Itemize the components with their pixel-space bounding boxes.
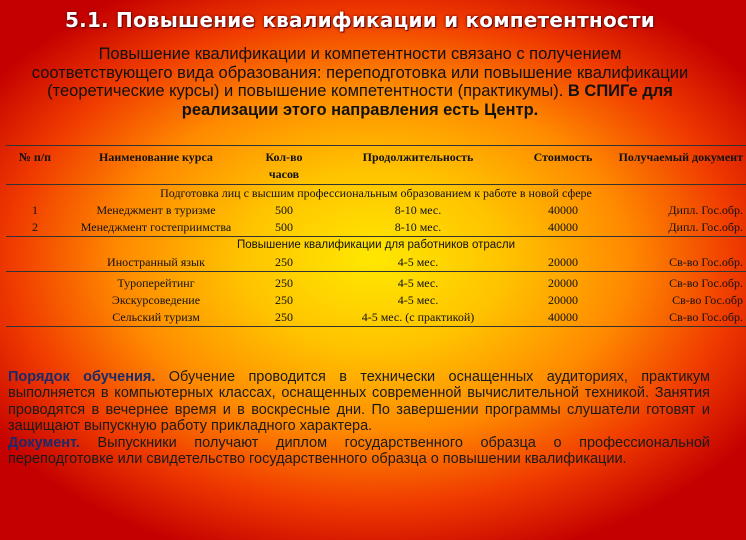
cell-hours: 250 [275,293,293,307]
order-text: Обучение проводится в технически оснащенных аудиториях, практикум выполняется в компьютерных классах, оснащенных современной вычислительной техникой. Занятия проводятся в вечернее время и в воскресные дни. По завершении программы слушатели готовят и защищают выпускную работу прикладного характера. [8,369,710,435]
cell-name: Менеджмент в туризме [96,203,216,217]
document-text: Выпускники получают диплом государственного образца о профессиональной переподготовке или свидетельство государственного образца о повышении квалификации. [8,434,710,468]
table-row [6,202,746,219]
cell-doc: Дипл. Гос.обр. [668,220,743,234]
table-header-row [6,146,746,185]
header-duration: Продолжительность [320,146,516,185]
table-row [6,219,746,237]
bottom-text [8,369,710,467]
cell-duration: 8-10 мес. [394,220,442,234]
section-title: Подготовка лиц с высшим профессиональным образованием к работе в новой сфере [160,186,592,200]
cell-cost: 40000 [516,309,610,327]
cell-cost: 40000 [548,220,578,234]
header-cost: Стоимость [516,146,610,185]
cell-name: Менеджмент гостеприимства [80,220,232,234]
cell-cost: 20000 [548,276,578,290]
cell-hours: 250 [248,254,320,272]
cell-cost: 20000 [548,293,578,307]
table-row [6,272,746,293]
intro-paragraph [30,45,690,119]
table-row [6,292,746,309]
cell-name: Экскурсоведение [111,293,201,307]
table-row [6,254,746,272]
cell-num [6,292,64,309]
document-label: Документ. [8,434,80,451]
cell-num [6,254,64,272]
header-name: Наименование курса [64,146,248,185]
document-paragraph [8,435,710,468]
cell-num: 2 [32,220,38,234]
section-row [6,185,746,203]
cell-name: Сельский туризм [64,309,248,327]
cell-duration: 4-5 мес. [397,276,439,290]
cell-duration: 4-5 мес. [320,254,516,272]
header-hours: Кол-во часов [248,146,320,185]
courses-table-wrap [6,145,743,327]
cell-num [6,309,64,327]
cell-doc: Св-во Гос.обр. [610,309,746,327]
cell-duration: 8-10 мес. [394,203,442,217]
section-title: Повышение квалификации для работников отрасли [6,237,746,255]
cell-hours: 500 [275,220,293,234]
order-label: Порядок обучения. [8,369,156,385]
cell-duration: 4-5 мес. [397,293,439,307]
cell-cost: 20000 [516,254,610,272]
intro-text: Повышение квалификации и компетентности связано с получением соответствующего вида образования: переподготовка или повышение квалификации (теоретические курсы) и повышение компетентности (практикумы). [31,45,689,100]
cell-hours: 500 [275,203,293,217]
cell-hours: 250 [275,276,293,290]
order-paragraph [8,369,710,435]
cell-doc: Дипл. Гос.обр. [668,203,743,217]
cell-num: 1 [32,203,38,217]
cell-doc: Св-во Гос.обр [672,293,743,307]
cell-name: Иностранный язык [64,254,248,272]
cell-name: Туроперейтинг [117,276,195,290]
cell-doc: Св-во Гос.обр. [610,254,746,272]
slide-title: 5.1. Повышение квалификации и компетентности [65,8,655,32]
header-doc: Получаемый документ [610,146,746,185]
cell-cost: 40000 [548,203,578,217]
intro-bold-text: В СПИГе для реализации этого направления есть Центр. [181,82,673,119]
header-num: № п/п [6,146,64,185]
table-row [6,309,746,327]
cell-hours: 250 [248,309,320,327]
courses-table [6,145,746,327]
section-row [6,237,746,255]
cell-doc: Св-во Гос.обр. [669,276,743,290]
cell-duration: 4-5 мес. (с практикой) [320,309,516,327]
cell-num [6,272,64,293]
